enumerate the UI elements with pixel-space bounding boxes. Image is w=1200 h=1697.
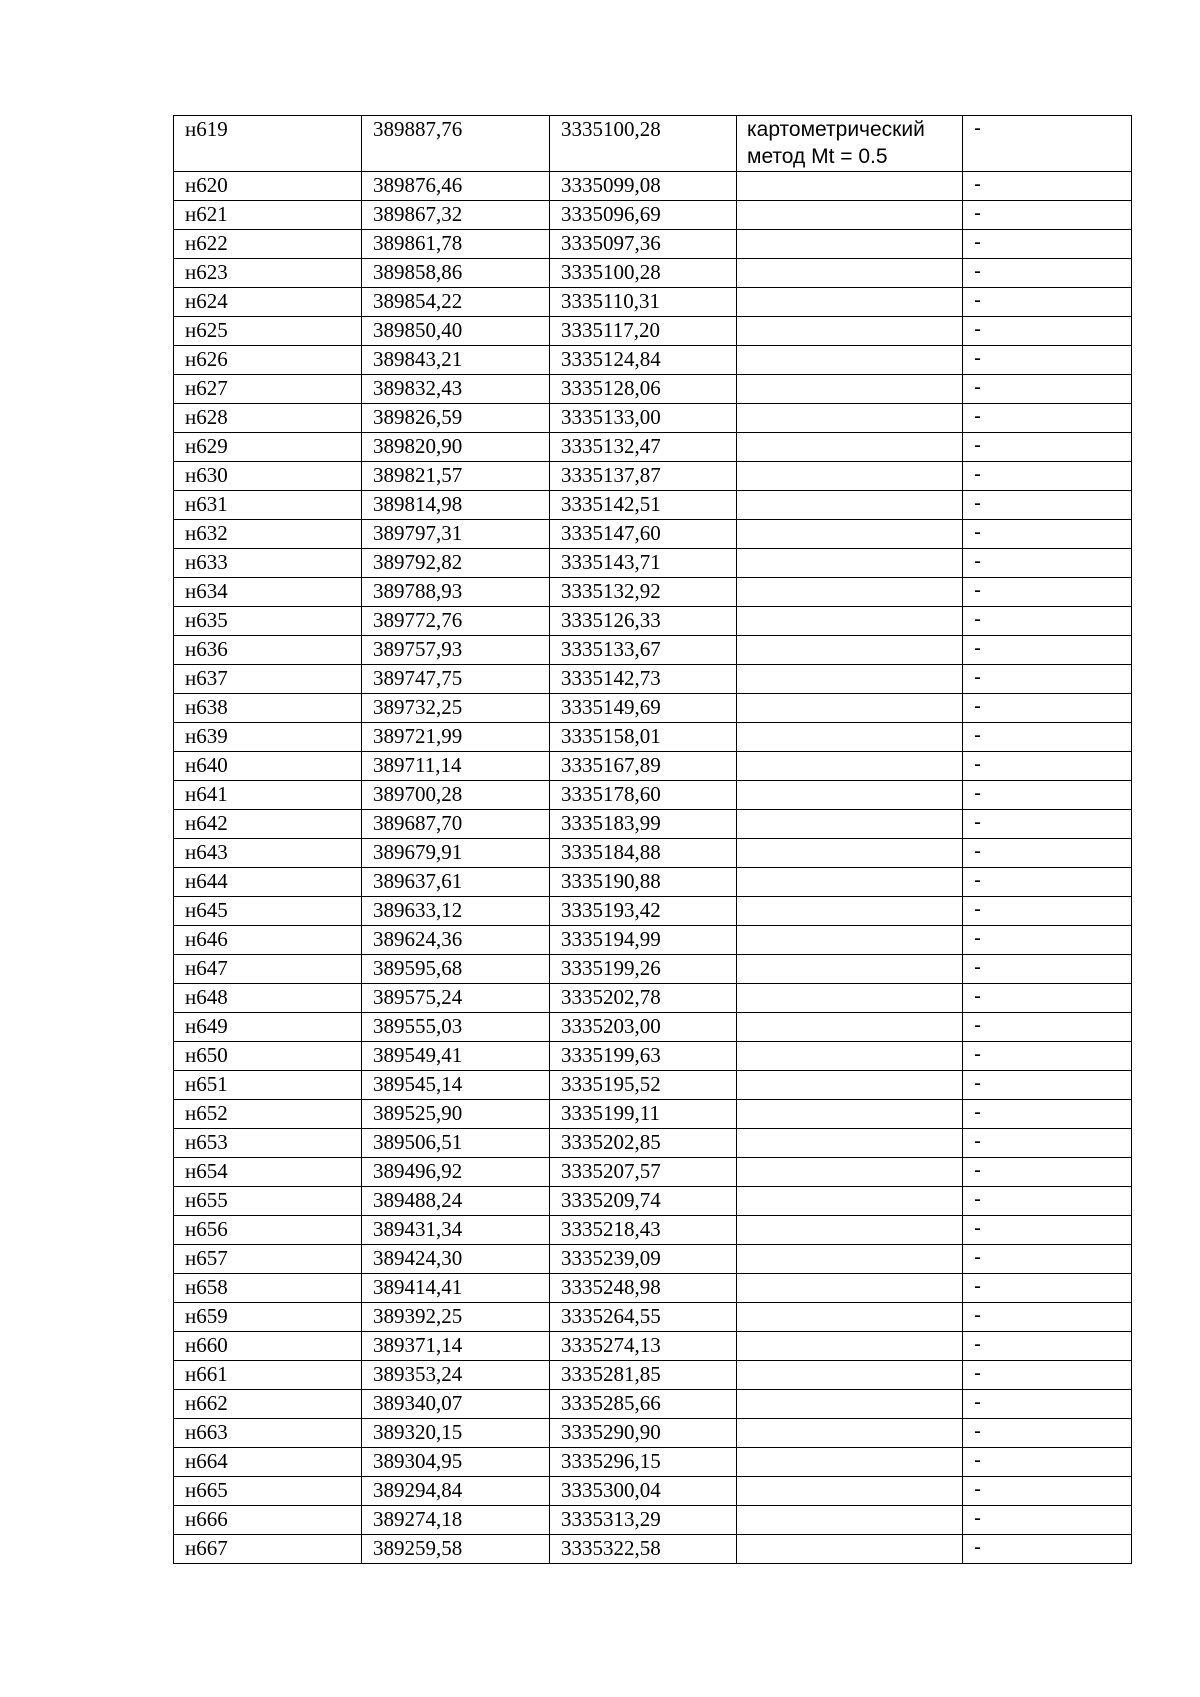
point-id-cell: н625	[174, 317, 362, 346]
method-cell	[737, 346, 963, 375]
method-cell	[737, 1303, 963, 1332]
y-coordinate-cell: 3335117,20	[550, 317, 737, 346]
point-id-cell: н659	[174, 1303, 362, 1332]
method-cell	[737, 1448, 963, 1477]
y-coordinate-cell: 3335178,60	[550, 781, 737, 810]
table-row	[174, 1245, 1132, 1274]
table-row	[174, 230, 1132, 259]
x-coordinate-cell: 389274,18	[362, 1506, 550, 1535]
y-coordinate-cell: 3335285,66	[550, 1390, 737, 1419]
x-coordinate-cell: 389887,76	[362, 116, 550, 172]
point-id-cell: н666	[174, 1506, 362, 1535]
note-cell: -	[963, 259, 1132, 288]
note-cell: -	[963, 926, 1132, 955]
x-coordinate-cell: 389861,78	[362, 230, 550, 259]
note-cell: -	[963, 433, 1132, 462]
x-coordinate-cell: 389353,24	[362, 1361, 550, 1390]
note-cell: -	[963, 1216, 1132, 1245]
table-row	[174, 201, 1132, 230]
method-cell	[737, 1245, 963, 1274]
table-row	[174, 375, 1132, 404]
point-id-cell: н642	[174, 810, 362, 839]
x-coordinate-cell: 389687,70	[362, 810, 550, 839]
table-row	[174, 984, 1132, 1013]
note-cell: -	[963, 1042, 1132, 1071]
table-row	[174, 1216, 1132, 1245]
table-row	[174, 578, 1132, 607]
y-coordinate-cell: 3335128,06	[550, 375, 737, 404]
x-coordinate-cell: 389814,98	[362, 491, 550, 520]
note-cell: -	[963, 1390, 1132, 1419]
note-cell: -	[963, 781, 1132, 810]
y-coordinate-cell: 3335313,29	[550, 1506, 737, 1535]
method-cell	[737, 1477, 963, 1506]
x-coordinate-cell: 389821,57	[362, 462, 550, 491]
table-row	[174, 607, 1132, 636]
point-id-cell: н649	[174, 1013, 362, 1042]
note-cell: -	[963, 1013, 1132, 1042]
method-cell	[737, 520, 963, 549]
method-cell	[737, 1390, 963, 1419]
point-id-cell: н646	[174, 926, 362, 955]
x-coordinate-cell: 389371,14	[362, 1332, 550, 1361]
table-row	[174, 868, 1132, 897]
method-cell	[737, 1274, 963, 1303]
note-cell: -	[963, 375, 1132, 404]
y-coordinate-cell: 3335096,69	[550, 201, 737, 230]
table-row	[174, 1129, 1132, 1158]
note-cell: -	[963, 607, 1132, 636]
table-row	[174, 1100, 1132, 1129]
note-cell: -	[963, 810, 1132, 839]
point-id-cell: н648	[174, 984, 362, 1013]
point-id-cell: н635	[174, 607, 362, 636]
point-id-cell: н654	[174, 1158, 362, 1187]
table-row	[174, 1187, 1132, 1216]
method-cell	[737, 317, 963, 346]
point-id-cell: н645	[174, 897, 362, 926]
table-row	[174, 752, 1132, 781]
note-cell: -	[963, 1129, 1132, 1158]
method-cell	[737, 752, 963, 781]
table-row	[174, 955, 1132, 984]
point-id-cell: н634	[174, 578, 362, 607]
table-row	[174, 520, 1132, 549]
method-cell	[737, 1187, 963, 1216]
y-coordinate-cell: 3335110,31	[550, 288, 737, 317]
point-id-cell: н663	[174, 1419, 362, 1448]
method-cell	[737, 433, 963, 462]
table-row	[174, 1071, 1132, 1100]
method-cell	[737, 926, 963, 955]
y-coordinate-cell: 3335239,09	[550, 1245, 737, 1274]
y-coordinate-cell: 3335137,87	[550, 462, 737, 491]
method-cell	[737, 1042, 963, 1071]
x-coordinate-cell: 389304,95	[362, 1448, 550, 1477]
point-id-cell: н657	[174, 1245, 362, 1274]
point-id-cell: н624	[174, 288, 362, 317]
y-coordinate-cell: 3335218,43	[550, 1216, 737, 1245]
method-cell	[737, 1071, 963, 1100]
point-id-cell: н652	[174, 1100, 362, 1129]
x-coordinate-cell: 389876,46	[362, 172, 550, 201]
y-coordinate-cell: 3335183,99	[550, 810, 737, 839]
y-coordinate-cell: 3335264,55	[550, 1303, 737, 1332]
note-cell: -	[963, 694, 1132, 723]
table-row	[174, 1332, 1132, 1361]
table-row	[174, 839, 1132, 868]
note-cell: -	[963, 1361, 1132, 1390]
document-page	[173, 115, 1131, 1564]
x-coordinate-cell: 389721,99	[362, 723, 550, 752]
y-coordinate-cell: 3335194,99	[550, 926, 737, 955]
y-coordinate-cell: 3335202,85	[550, 1129, 737, 1158]
method-cell	[737, 1361, 963, 1390]
note-cell: -	[963, 1332, 1132, 1361]
note-cell: -	[963, 201, 1132, 230]
y-coordinate-cell: 3335132,92	[550, 578, 737, 607]
method-cell	[737, 839, 963, 868]
x-coordinate-cell: 389788,93	[362, 578, 550, 607]
y-coordinate-cell: 3335100,28	[550, 116, 737, 172]
point-id-cell: н627	[174, 375, 362, 404]
point-id-cell: н662	[174, 1390, 362, 1419]
note-cell: -	[963, 404, 1132, 433]
point-id-cell: н632	[174, 520, 362, 549]
x-coordinate-cell: 389545,14	[362, 1071, 550, 1100]
note-cell: -	[963, 752, 1132, 781]
note-cell: -	[963, 984, 1132, 1013]
table-row	[174, 810, 1132, 839]
point-id-cell: н628	[174, 404, 362, 433]
y-coordinate-cell: 3335099,08	[550, 172, 737, 201]
y-coordinate-cell: 3335149,69	[550, 694, 737, 723]
x-coordinate-cell: 389414,41	[362, 1274, 550, 1303]
point-id-cell: н661	[174, 1361, 362, 1390]
y-coordinate-cell: 3335207,57	[550, 1158, 737, 1187]
point-id-cell: н619	[174, 116, 362, 172]
point-id-cell: н667	[174, 1535, 362, 1564]
table-row	[174, 694, 1132, 723]
table-row	[174, 926, 1132, 955]
table-row	[174, 1477, 1132, 1506]
x-coordinate-cell: 389431,34	[362, 1216, 550, 1245]
method-cell	[737, 955, 963, 984]
point-id-cell: н641	[174, 781, 362, 810]
method-cell	[737, 578, 963, 607]
y-coordinate-cell: 3335199,11	[550, 1100, 737, 1129]
x-coordinate-cell: 389488,24	[362, 1187, 550, 1216]
table-row	[174, 549, 1132, 578]
point-id-cell: н656	[174, 1216, 362, 1245]
x-coordinate-cell: 389772,76	[362, 607, 550, 636]
method-cell	[737, 1158, 963, 1187]
note-cell: -	[963, 462, 1132, 491]
y-coordinate-cell: 3335184,88	[550, 839, 737, 868]
y-coordinate-cell: 3335097,36	[550, 230, 737, 259]
point-id-cell: н650	[174, 1042, 362, 1071]
y-coordinate-cell: 3335199,26	[550, 955, 737, 984]
y-coordinate-cell: 3335147,60	[550, 520, 737, 549]
table-row	[174, 462, 1132, 491]
method-cell	[737, 607, 963, 636]
table-row	[174, 1448, 1132, 1477]
table-row	[174, 404, 1132, 433]
table-row	[174, 116, 1132, 172]
table-row	[174, 1419, 1132, 1448]
table-row	[174, 288, 1132, 317]
table-row	[174, 433, 1132, 462]
note-cell: -	[963, 723, 1132, 752]
method-cell	[737, 665, 963, 694]
x-coordinate-cell: 389525,90	[362, 1100, 550, 1129]
x-coordinate-cell: 389320,15	[362, 1419, 550, 1448]
method-cell	[737, 723, 963, 752]
point-id-cell: н621	[174, 201, 362, 230]
y-coordinate-cell: 3335274,13	[550, 1332, 737, 1361]
note-cell: -	[963, 549, 1132, 578]
y-coordinate-cell: 3335158,01	[550, 723, 737, 752]
method-cell	[737, 462, 963, 491]
y-coordinate-cell: 3335100,28	[550, 259, 737, 288]
method-cell	[737, 259, 963, 288]
y-coordinate-cell: 3335300,04	[550, 1477, 737, 1506]
y-coordinate-cell: 3335124,84	[550, 346, 737, 375]
table-row	[174, 1535, 1132, 1564]
method-cell	[737, 1216, 963, 1245]
x-coordinate-cell: 389757,93	[362, 636, 550, 665]
note-cell: -	[963, 1158, 1132, 1187]
method-cell	[737, 375, 963, 404]
method-cell	[737, 491, 963, 520]
point-id-cell: н640	[174, 752, 362, 781]
x-coordinate-cell: 389867,32	[362, 201, 550, 230]
table-row	[174, 1303, 1132, 1332]
point-id-cell: н629	[174, 433, 362, 462]
note-cell: -	[963, 839, 1132, 868]
method-cell	[737, 810, 963, 839]
note-cell: -	[963, 116, 1132, 172]
y-coordinate-cell: 3335203,00	[550, 1013, 737, 1042]
note-cell: -	[963, 955, 1132, 984]
method-cell	[737, 1100, 963, 1129]
method-cell	[737, 1013, 963, 1042]
note-cell: -	[963, 1419, 1132, 1448]
table-row	[174, 1506, 1132, 1535]
method-cell	[737, 984, 963, 1013]
table-row	[174, 1042, 1132, 1071]
x-coordinate-cell: 389792,82	[362, 549, 550, 578]
note-cell: -	[963, 346, 1132, 375]
method-cell	[737, 201, 963, 230]
method-cell	[737, 1506, 963, 1535]
table-row	[174, 1390, 1132, 1419]
table-row	[174, 1361, 1132, 1390]
table-row	[174, 636, 1132, 665]
point-id-cell: н639	[174, 723, 362, 752]
method-cell	[737, 636, 963, 665]
point-id-cell: н631	[174, 491, 362, 520]
x-coordinate-cell: 389294,84	[362, 1477, 550, 1506]
y-coordinate-cell: 3335133,00	[550, 404, 737, 433]
x-coordinate-cell: 389340,07	[362, 1390, 550, 1419]
method-cell	[737, 897, 963, 926]
note-cell: -	[963, 1477, 1132, 1506]
x-coordinate-cell: 389700,28	[362, 781, 550, 810]
y-coordinate-cell: 3335133,67	[550, 636, 737, 665]
method-cell	[737, 1535, 963, 1564]
table-row	[174, 1013, 1132, 1042]
note-cell: -	[963, 665, 1132, 694]
coordinates-table	[173, 115, 1132, 1564]
method-cell	[737, 1332, 963, 1361]
note-cell: -	[963, 1100, 1132, 1129]
method-cell	[737, 694, 963, 723]
y-coordinate-cell: 3335202,78	[550, 984, 737, 1013]
x-coordinate-cell: 389747,75	[362, 665, 550, 694]
y-coordinate-cell: 3335199,63	[550, 1042, 737, 1071]
table-row	[174, 781, 1132, 810]
point-id-cell: н651	[174, 1071, 362, 1100]
x-coordinate-cell: 389820,90	[362, 433, 550, 462]
y-coordinate-cell: 3335142,51	[550, 491, 737, 520]
method-cell	[737, 230, 963, 259]
note-cell: -	[963, 578, 1132, 607]
x-coordinate-cell: 389711,14	[362, 752, 550, 781]
x-coordinate-cell: 389496,92	[362, 1158, 550, 1187]
x-coordinate-cell: 389555,03	[362, 1013, 550, 1042]
x-coordinate-cell: 389424,30	[362, 1245, 550, 1274]
table-row	[174, 317, 1132, 346]
point-id-cell: н647	[174, 955, 362, 984]
note-cell: -	[963, 636, 1132, 665]
method-cell	[737, 288, 963, 317]
method-cell	[737, 172, 963, 201]
point-id-cell: н658	[174, 1274, 362, 1303]
y-coordinate-cell: 3335195,52	[550, 1071, 737, 1100]
point-id-cell: н630	[174, 462, 362, 491]
point-id-cell: н644	[174, 868, 362, 897]
x-coordinate-cell: 389392,25	[362, 1303, 550, 1332]
x-coordinate-cell: 389633,12	[362, 897, 550, 926]
x-coordinate-cell: 389858,86	[362, 259, 550, 288]
y-coordinate-cell: 3335126,33	[550, 607, 737, 636]
coordinates-table-body	[174, 116, 1132, 1564]
point-id-cell: н664	[174, 1448, 362, 1477]
y-coordinate-cell: 3335281,85	[550, 1361, 737, 1390]
x-coordinate-cell: 389797,31	[362, 520, 550, 549]
table-row	[174, 172, 1132, 201]
x-coordinate-cell: 389843,21	[362, 346, 550, 375]
x-coordinate-cell: 389259,58	[362, 1535, 550, 1564]
y-coordinate-cell: 3335290,90	[550, 1419, 737, 1448]
point-id-cell: н623	[174, 259, 362, 288]
point-id-cell: н638	[174, 694, 362, 723]
note-cell: -	[963, 317, 1132, 346]
note-cell: -	[963, 1187, 1132, 1216]
y-coordinate-cell: 3335296,15	[550, 1448, 737, 1477]
note-cell: -	[963, 1448, 1132, 1477]
point-id-cell: н665	[174, 1477, 362, 1506]
table-row	[174, 346, 1132, 375]
note-cell: -	[963, 1303, 1132, 1332]
method-cell	[737, 1419, 963, 1448]
note-cell: -	[963, 491, 1132, 520]
y-coordinate-cell: 3335190,88	[550, 868, 737, 897]
note-cell: -	[963, 1535, 1132, 1564]
x-coordinate-cell: 389854,22	[362, 288, 550, 317]
method-cell	[737, 781, 963, 810]
point-id-cell: н643	[174, 839, 362, 868]
note-cell: -	[963, 897, 1132, 926]
y-coordinate-cell: 3335142,73	[550, 665, 737, 694]
note-cell: -	[963, 172, 1132, 201]
point-id-cell: н626	[174, 346, 362, 375]
table-row	[174, 1274, 1132, 1303]
x-coordinate-cell: 389850,40	[362, 317, 550, 346]
point-id-cell: н622	[174, 230, 362, 259]
y-coordinate-cell: 3335193,42	[550, 897, 737, 926]
table-row	[174, 723, 1132, 752]
y-coordinate-cell: 3335248,98	[550, 1274, 737, 1303]
x-coordinate-cell: 389595,68	[362, 955, 550, 984]
note-cell: -	[963, 1245, 1132, 1274]
x-coordinate-cell: 389679,91	[362, 839, 550, 868]
y-coordinate-cell: 3335143,71	[550, 549, 737, 578]
point-id-cell: н653	[174, 1129, 362, 1158]
note-cell: -	[963, 230, 1132, 259]
table-row	[174, 259, 1132, 288]
x-coordinate-cell: 389832,43	[362, 375, 550, 404]
x-coordinate-cell: 389732,25	[362, 694, 550, 723]
method-cell	[737, 868, 963, 897]
point-id-cell: н660	[174, 1332, 362, 1361]
note-cell: -	[963, 288, 1132, 317]
table-row	[174, 665, 1132, 694]
x-coordinate-cell: 389624,36	[362, 926, 550, 955]
point-id-cell: н633	[174, 549, 362, 578]
x-coordinate-cell: 389506,51	[362, 1129, 550, 1158]
y-coordinate-cell: 3335132,47	[550, 433, 737, 462]
x-coordinate-cell: 389575,24	[362, 984, 550, 1013]
method-cell: картометрический метод Mt = 0.5	[737, 116, 963, 172]
x-coordinate-cell: 389826,59	[362, 404, 550, 433]
table-row	[174, 1158, 1132, 1187]
method-cell	[737, 549, 963, 578]
note-cell: -	[963, 1506, 1132, 1535]
point-id-cell: н655	[174, 1187, 362, 1216]
y-coordinate-cell: 3335322,58	[550, 1535, 737, 1564]
note-cell: -	[963, 1274, 1132, 1303]
y-coordinate-cell: 3335209,74	[550, 1187, 737, 1216]
note-cell: -	[963, 1071, 1132, 1100]
table-row	[174, 897, 1132, 926]
table-row	[174, 491, 1132, 520]
method-cell	[737, 404, 963, 433]
point-id-cell: н620	[174, 172, 362, 201]
note-cell: -	[963, 520, 1132, 549]
note-cell: -	[963, 868, 1132, 897]
method-cell	[737, 1129, 963, 1158]
x-coordinate-cell: 389637,61	[362, 868, 550, 897]
point-id-cell: н637	[174, 665, 362, 694]
y-coordinate-cell: 3335167,89	[550, 752, 737, 781]
point-id-cell: н636	[174, 636, 362, 665]
x-coordinate-cell: 389549,41	[362, 1042, 550, 1071]
